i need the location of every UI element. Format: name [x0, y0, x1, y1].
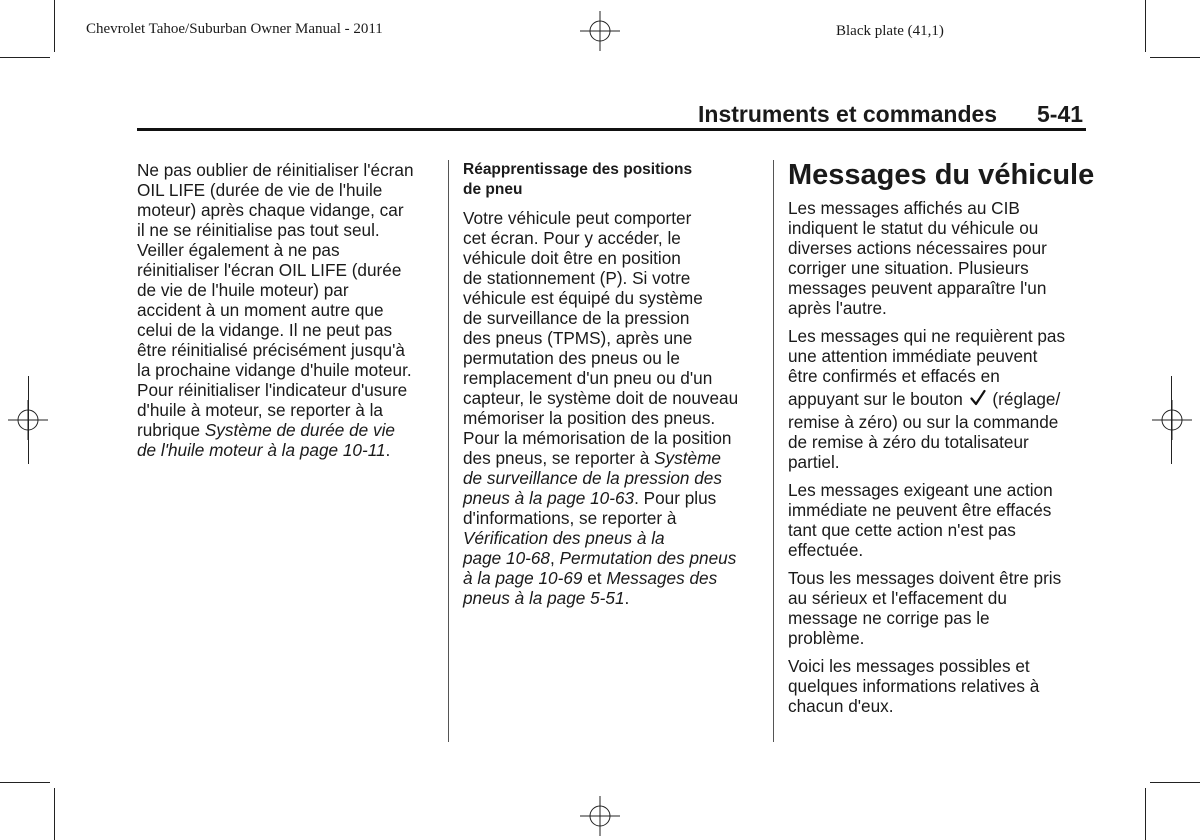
cross-reference-link[interactable]: Messages des: [606, 568, 718, 588]
text-line: [463, 528, 738, 548]
text-line: d'informations, se reporter à: [463, 508, 677, 528]
paragraph: [137, 160, 414, 460]
text-line: il ne se réinitialise pas tout seul.: [137, 220, 380, 240]
text-run: . Pour plus: [634, 488, 717, 508]
text-line: de vie de l'huile moteur) par: [137, 280, 349, 300]
cross-reference-link[interactable]: pneus à la page 10-63: [463, 488, 635, 508]
paragraph: [463, 208, 738, 608]
subheading: [463, 160, 738, 200]
cross-reference-link[interactable]: de l'huile moteur à la page 10-11: [137, 440, 386, 460]
subheading-line: Réapprentissage des positions: [463, 161, 693, 178]
text-run: ,: [549, 548, 560, 568]
text-line: [463, 588, 738, 608]
crop-mark: [1150, 782, 1200, 783]
text-line: véhicule est équipé du système: [463, 288, 703, 308]
text-run: rubrique: [137, 420, 205, 440]
column-2: [463, 160, 738, 616]
text-line: au sérieux et l'effacement du: [788, 588, 1007, 608]
registration-mark-icon: [580, 796, 620, 836]
text-line: Les messages qui ne requièrent pas: [788, 326, 1066, 346]
paragraph: [788, 480, 1094, 560]
plate-label-right: Black plate (41,1): [836, 23, 944, 39]
text-line: [463, 568, 738, 588]
text-run: .: [624, 588, 630, 608]
text-line: partiel.: [788, 452, 840, 472]
checkmark-icon: [970, 389, 986, 407]
crop-mark: [54, 788, 55, 840]
text-line: quelques informations relatives à: [788, 676, 1040, 696]
text-line: problème.: [788, 628, 865, 648]
text-line: Ne pas oublier de réinitialiser l'écran: [137, 160, 414, 180]
text-run: et: [582, 568, 607, 588]
cross-reference-link[interactable]: Permutation des pneus: [559, 548, 737, 568]
registration-mark-icon: [580, 11, 620, 51]
text-line: être confirmés et effacés en: [788, 366, 1000, 386]
text-line: messages peuvent apparaître l'un: [788, 278, 1047, 298]
text-line: Votre véhicule peut comporter: [463, 208, 692, 228]
text-line: celui de la vidange. Il ne peut pas: [137, 320, 393, 340]
text-line: [137, 440, 414, 460]
text-line: réinitialiser l'écran OIL LIFE (durée: [137, 260, 402, 280]
plate-label-left: Chevrolet Tahoe/Suburban Owner Manual - 2011: [86, 21, 383, 37]
column-1: [137, 160, 414, 468]
text-line: remise à zéro) ou sur la commande: [788, 412, 1059, 432]
text-line: de stationnement (P). Si votre: [463, 268, 691, 288]
text-line: [463, 548, 738, 568]
column-divider: [773, 160, 774, 742]
cross-reference-link[interactable]: à la page 10-69: [463, 568, 583, 588]
section-title: Instruments et commandes: [698, 101, 998, 127]
text-line: [788, 386, 1094, 412]
text-line: une attention immédiate peuvent: [788, 346, 1038, 366]
text-line: la prochaine vidange d'huile moteur.: [137, 360, 412, 380]
crop-mark: [0, 782, 50, 783]
paragraph: [788, 568, 1094, 648]
text-line: Pour la mémorisation de la position: [463, 428, 732, 448]
section-heading: Messages du véhicule: [788, 159, 1095, 191]
text-line: Tous les messages doivent être pris: [788, 568, 1062, 588]
text-line: capteur, le système doit de nouveau: [463, 388, 739, 408]
text-line: accident à un moment autre que: [137, 300, 384, 320]
cross-reference-link[interactable]: Système de durée de vie: [204, 420, 395, 440]
crop-mark: [1145, 788, 1146, 840]
text-line: Les messages affichés au CIB: [788, 198, 1020, 218]
text-line: Veiller également à ne pas: [137, 240, 340, 260]
text-line: indiquent le statut du véhicule ou: [788, 218, 1039, 238]
crop-mark: [1145, 0, 1146, 52]
text-line: [463, 488, 738, 508]
header-rule: [137, 128, 1086, 131]
text-line: de remise à zéro du totalisateur: [788, 432, 1029, 452]
cross-reference-link[interactable]: Système: [654, 448, 721, 468]
text-line: d'huile à moteur, se reporter à la: [137, 400, 383, 420]
crop-mark: [1171, 376, 1172, 464]
text-line: cet écran. Pour y accéder, le: [463, 228, 681, 248]
cross-reference-link[interactable]: de surveillance de la pression des: [463, 468, 722, 488]
crop-mark: [0, 57, 50, 58]
crop-mark: [28, 376, 29, 464]
text-line: Les messages exigeant une action: [788, 480, 1053, 500]
text-line: véhicule doit être en position: [463, 248, 681, 268]
column-3: [788, 158, 1094, 724]
cross-reference-link[interactable]: pneus à la page 5-51: [463, 588, 625, 608]
paragraph: [788, 198, 1094, 318]
text-line: corriger une situation. Plusieurs: [788, 258, 1029, 278]
text-line: Voici les messages possibles et: [788, 656, 1030, 676]
text-line: tant que cette action n'est pas: [788, 520, 1016, 540]
text-run: des pneus, se reporter à: [463, 448, 655, 468]
text-run: .: [385, 440, 391, 460]
crop-mark: [54, 0, 55, 52]
text-run: appuyant sur le bouton: [788, 389, 968, 409]
text-line: OIL LIFE (durée de vie de l'huile: [137, 180, 383, 200]
cross-reference-link[interactable]: Vérification des pneus à la: [463, 528, 665, 548]
text-run: (réglage/: [987, 389, 1061, 409]
text-line: moteur) après chaque vidange, car: [137, 200, 404, 220]
text-line: diverses actions nécessaires pour: [788, 238, 1047, 258]
text-line: effectuée.: [788, 540, 864, 560]
cross-reference-link[interactable]: page 10-68: [463, 548, 550, 568]
text-line: être réinitialisé précisément jusqu'à: [137, 340, 405, 360]
crop-mark: [1150, 57, 1200, 58]
paragraph: [788, 326, 1094, 472]
text-line: de surveillance de la pression: [463, 308, 690, 328]
text-line: des pneus (TPMS), après une: [463, 328, 693, 348]
page-number: 5-41: [1037, 101, 1084, 127]
paragraph: [788, 656, 1094, 716]
text-line: message ne corrige pas le: [788, 608, 990, 628]
text-line: après l'autre.: [788, 298, 887, 318]
text-line: [463, 468, 738, 488]
text-line: chacun d'eux.: [788, 696, 894, 716]
text-line: immédiate ne peuvent être effacés: [788, 500, 1052, 520]
text-line: Pour réinitialiser l'indicateur d'usure: [137, 380, 408, 400]
text-line: mémoriser la position des pneus.: [463, 408, 716, 428]
subheading-line: de pneu: [463, 181, 523, 198]
registration-mark-icon: [1152, 400, 1192, 440]
text-line: permutation des pneus ou le: [463, 348, 680, 368]
column-divider: [448, 160, 449, 742]
text-line: [463, 448, 738, 468]
text-line: [137, 420, 414, 440]
text-line: remplacement d'un pneu ou d'un: [463, 368, 713, 388]
